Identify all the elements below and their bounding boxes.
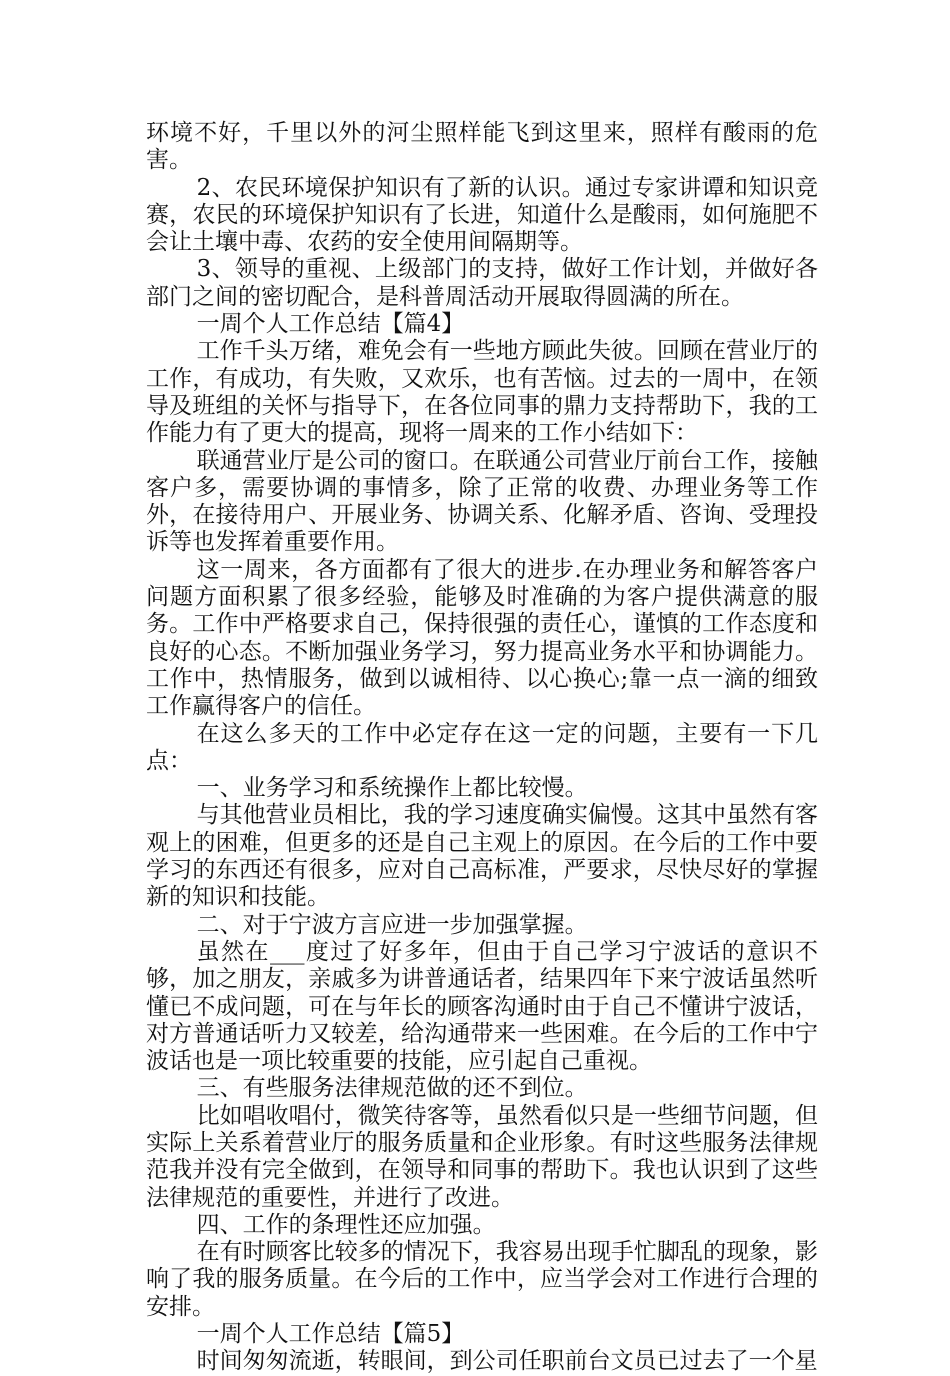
paragraph-1: 环境不好，千里以外的河尘照样能飞到这里来，照样有酸雨的危害。 (146, 120, 818, 174)
section-heading-5: 一周个人工作总结【篇5】 (196, 1321, 465, 1348)
paragraph-15: 四、工作的条理性还应加强。 (196, 1211, 496, 1238)
paragraph-18: 时间匆匆流逝，转眼间，到公司任职前台文员已过去了一个星 (196, 1348, 818, 1375)
paragraph-14: 比如唱收唱付，微笑待客等，虽然看似只是一些细节问题，但实际上关系着营业厅的服务质量和企业形象。有时这些服务法律规范我并没有完全做到，在领导和同事的帮助下。我也认识到了这些法律规范的重要性，并进行了改进。 (146, 1102, 818, 1211)
paragraph-8: 在这么多天的工作中必定存在这一定的问题，主要有一下几点： (146, 720, 818, 774)
paragraph-9: 一、业务学习和系统操作上都比较慢。 (196, 775, 588, 802)
section-heading-4: 一周个人工作总结【篇4】 (196, 311, 465, 338)
paragraph-11: 二、对于宁波方言应进一步加强掌握。 (196, 911, 588, 938)
paragraph-6: 联通营业厅是公司的窗口。在联通公司营业厅前台工作，接触客户多，需要协调的事情多，除了正常的收费、办理业务等工作外，在接待用户、开展业务、协调关系、化解矛盾、咨询、受理投诉等也发挥着重要作用。 (146, 447, 818, 556)
paragraph-5: 工作千头万绪，难免会有一些地方顾此失彼。回顾在营业厅的工作，有成功，有失败，又欢乐，也有苦恼。过去的一周中，在领导及班组的关怀与指导下，在各位同事的鼎力支持帮助下，我的工作能力有了更大的提高，现将一周来的工作小结如下： (146, 338, 818, 447)
paragraph-7: 这一周来，各方面都有了很大的进步.在办理业务和解答客户问题方面积累了很多经验，能够及时准确的为客户提供满意的服务。工作中严格要求自己，保持很强的责任心，谨慎的工作态度和良好的心态。不断加强业务学习，努力提高业务水平和协调能力。工作中，热情服务，做到以诚相待、以心换心;靠一点一滴的细致工作赢得客户的信任。 (146, 556, 818, 720)
paragraph-2: 2、农民环境保护知识有了新的认识。通过专家讲谭和知识竞赛，农民的环境保护知识有了长进，知道什么是酸雨，如何施肥不会让土壤中毒、农药的安全使用间隔期等。 (146, 174, 818, 256)
paragraph-10: 与其他营业员相比，我的学习速度确实偏慢。这其中虽然有客观上的困难，但更多的还是自己主观上的原因。在今后的工作中要学习的东西还有很多，应对自己高标准，严要求，尽快尽好的掌握新的知识和技能。 (146, 802, 818, 911)
paragraph-12: 虽然在___度过了好多年，但由于自己学习宁波话的意识不够，加之朋友，亲戚多为讲普通话者，结果四年下来宁波话虽然听懂已不成问题，可在与年长的顾客沟通时由于自己不懂讲宁波话，对方普通话听力又较差，给沟通带来一些困难。在今后的工作中宁波话也是一项比较重要的技能，应引起自己重视。 (146, 938, 818, 1075)
paragraph-3: 3、领导的重视、上级部门的支持，做好工作计划，并做好各部门之间的密切配合，是科普周活动开展取得圆满的所在。 (146, 256, 818, 310)
paragraph-13: 三、有些服务法律规范做的还不到位。 (196, 1075, 588, 1102)
paragraph-16: 在有时顾客比较多的情况下，我容易出现手忙脚乱的现象，影响了我的服务质量。在今后的工作中，应当学会对工作进行合理的安排。 (146, 1239, 818, 1320)
document-page (146, 120, 818, 1376)
